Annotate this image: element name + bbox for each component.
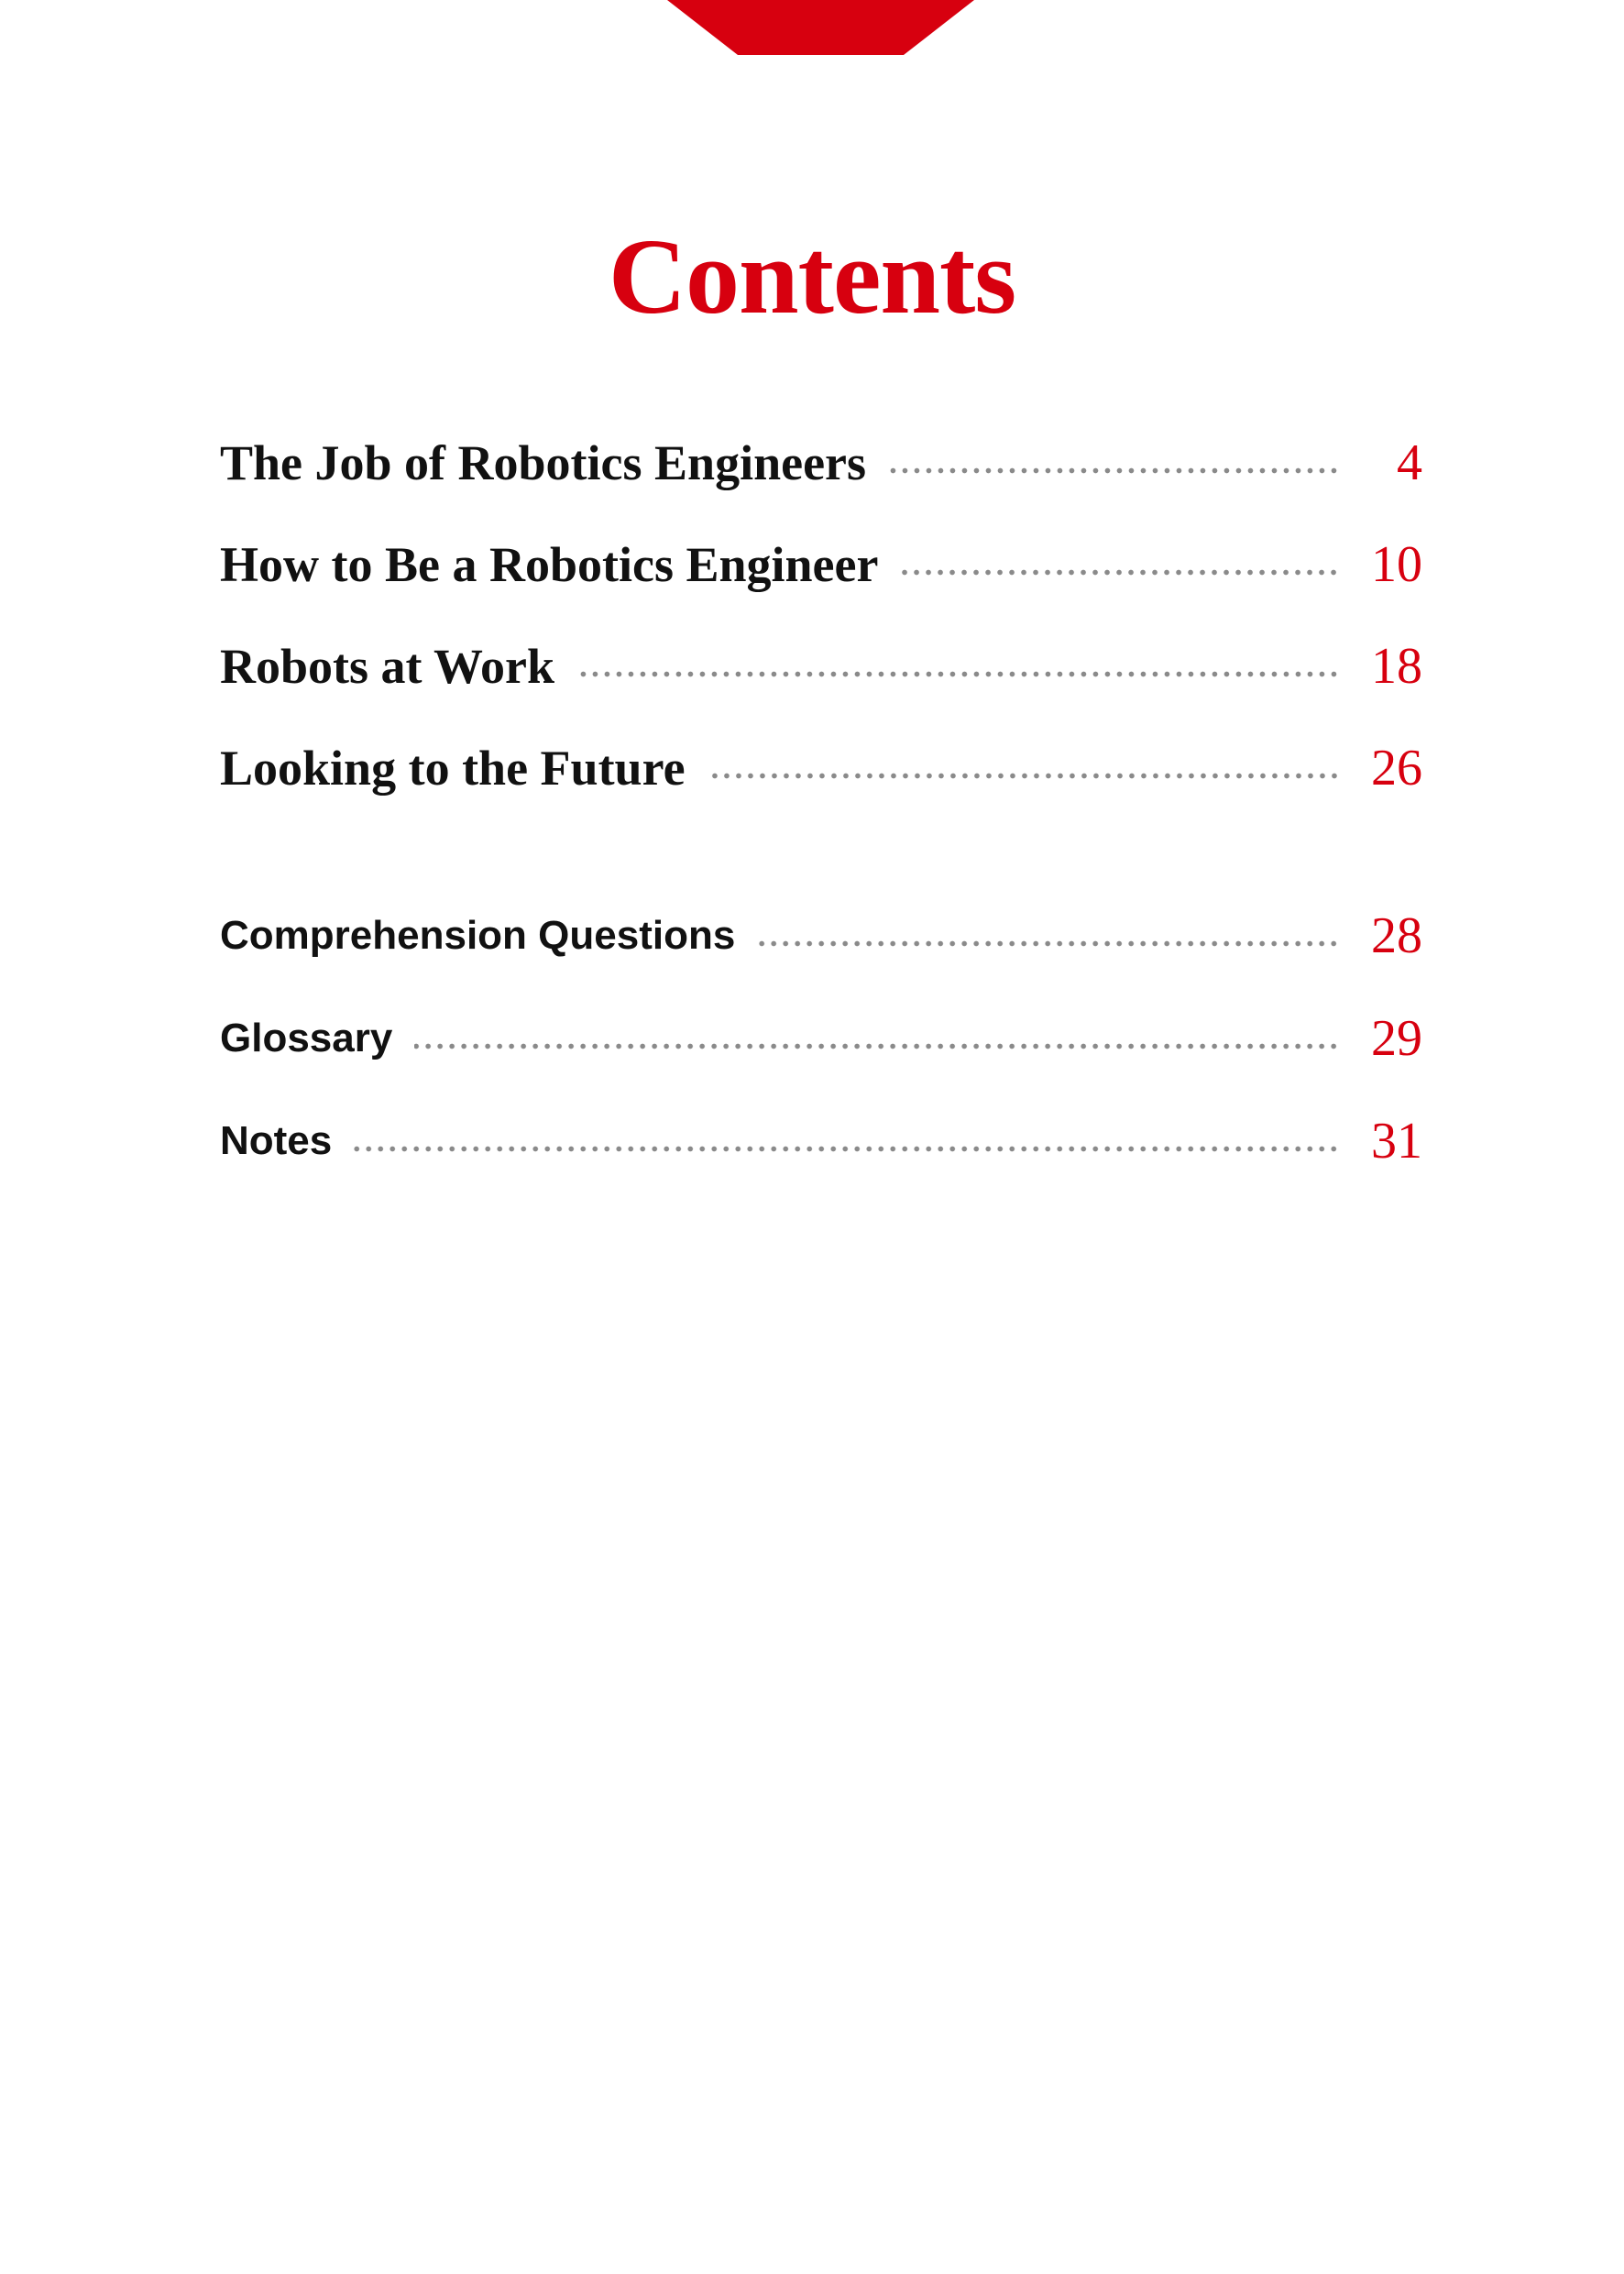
toc-entry-label: Comprehension Questions [220, 913, 736, 958]
dot-leader [757, 939, 1340, 948]
toc-entry-glossary[interactable] [220, 1002, 1422, 1075]
dot-leader [354, 1145, 1340, 1153]
toc-entry-label: How to Be a Robotics Engineer [220, 537, 879, 592]
toc-entry-page-number: 31 [1371, 1113, 1422, 1170]
dot-leader [900, 568, 1340, 577]
toc-entry-job-of-robotics-engineers[interactable] [220, 426, 1422, 500]
toc-entry-how-to-be-engineer[interactable] [220, 528, 1422, 601]
toc-entry-label: The Job of Robotics Engineers [220, 435, 867, 490]
dot-leader [576, 670, 1340, 678]
toc-entry-robots-at-work[interactable] [220, 630, 1422, 703]
toc-entry-page-number: 18 [1371, 638, 1422, 695]
toc-entry-looking-to-future[interactable] [220, 731, 1422, 805]
top-decorative-tab [667, 0, 974, 55]
toc-entry-notes[interactable] [220, 1104, 1422, 1178]
dot-leader [414, 1042, 1340, 1050]
toc-entry-label: Robots at Work [220, 639, 555, 694]
toc-entry-page-number: 26 [1371, 740, 1422, 796]
toc-entry-page-number: 4 [1397, 434, 1422, 491]
toc-entry-page-number: 28 [1371, 907, 1422, 964]
toc-entry-label: Notes [220, 1118, 333, 1163]
toc-entry-label: Glossary [220, 1016, 393, 1060]
toc-entry-label: Looking to the Future [220, 741, 686, 796]
toc-entry-page-number: 29 [1371, 1010, 1422, 1067]
dot-leader [888, 467, 1340, 475]
dot-leader [708, 772, 1340, 780]
toc-entry-comprehension-questions[interactable] [220, 899, 1422, 972]
page-title: Contents [608, 216, 1016, 336]
toc-entry-page-number: 10 [1371, 536, 1422, 593]
